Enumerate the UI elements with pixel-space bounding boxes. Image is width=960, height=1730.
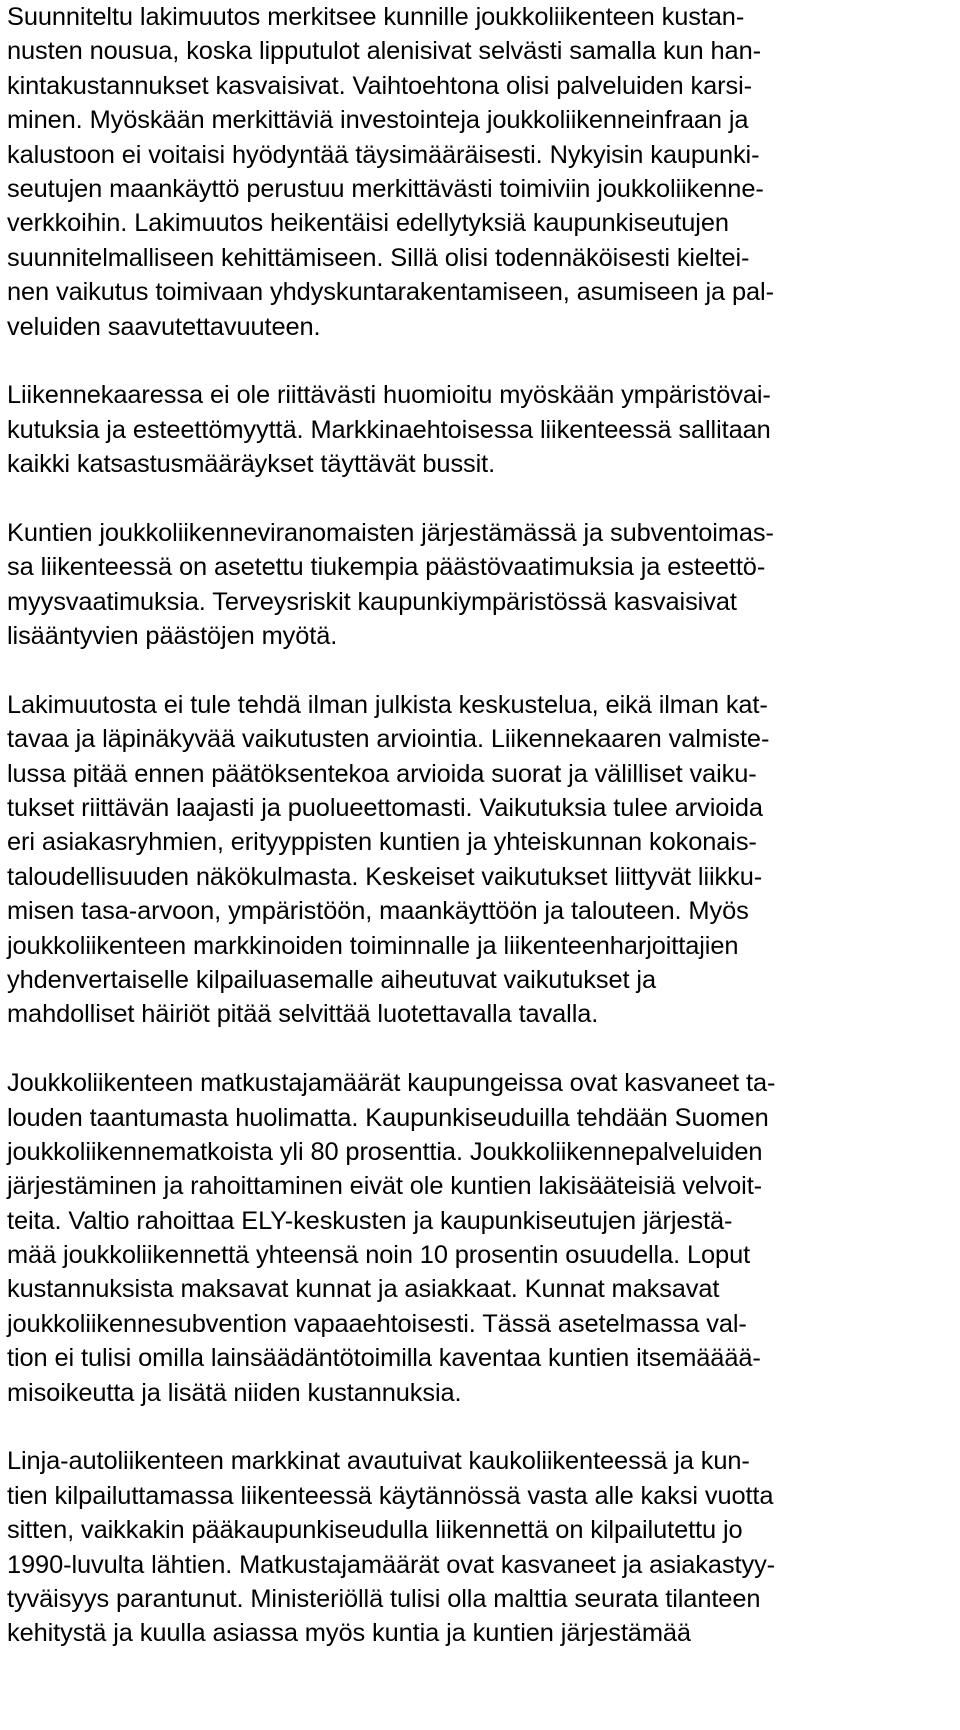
paragraph-bus-market bbox=[7, 1444, 953, 1650]
text-line: joukkoliikennesubvention vapaaehtoisesti. Tässä asetelmassa val- bbox=[7, 1309, 747, 1338]
text-line: tukset riittävän laajasti ja puolueettomasti. Vaikutuksia tulee arvioida bbox=[7, 793, 763, 822]
text-line: lisääntyvien päästöjen myötä. bbox=[7, 622, 338, 651]
text-line: mahdolliset häiriöt pitää selvittää luotettavalla tavalla. bbox=[7, 1000, 599, 1029]
text-line: lussa pitää ennen päätöksentekoa arvioida suorat ja välilliset vaiku- bbox=[7, 759, 757, 788]
text-line: taloudellisuuden näkökulmasta. Keskeiset vaikutukset liittyvät liikku- bbox=[7, 862, 763, 891]
text-line: Linja-autoliikenteen markkinat avautuivat kaukoliikenteessä ja kun- bbox=[7, 1447, 750, 1476]
text-line: minen. Myöskään merkittäviä investointeja joukkoliikenneinfraan ja bbox=[7, 106, 749, 135]
paragraph-cost-impact bbox=[7, 0, 953, 344]
text-line: joukkoliikennematkoista yli 80 prosenttia. Joukkoliikennepalveluiden bbox=[7, 1137, 763, 1166]
text-line: Suunniteltu lakimuutos merkitsee kunnille joukkoliikenteen kustan- bbox=[7, 3, 745, 31]
text-line: yhdenvertaiselle kilpailuasemalle aiheutuvat vaikutukset ja bbox=[7, 965, 656, 994]
text-line: teita. Valtio rahoittaa ELY-keskusten ja kaupunkiseutujen järjestä- bbox=[7, 1206, 733, 1235]
text-line: louden taantumasta huolimatta. Kaupunkiseuduilla tehdään Suomen bbox=[7, 1103, 769, 1132]
text-line: Liikennekaaressa ei ole riittävästi huomioitu myöskään ympäristövai- bbox=[7, 381, 771, 410]
text-line: joukkoliikenteen markkinoiden toiminnalle ja liikenteenharjoittajien bbox=[7, 931, 739, 960]
text-line: kaikki katsastusmääräykset täyttävät bussit. bbox=[7, 450, 496, 479]
paragraph-environment bbox=[7, 378, 953, 481]
text-line: sitten, vaikkakin pääkaupunkiseudulla liikennettä on kilpailutettu jo bbox=[7, 1516, 743, 1545]
text-line: verkkoihin. Lakimuutos heikentäisi edellytyksiä kaupunkiseutujen bbox=[7, 209, 729, 238]
text-line: nen vaikutus toimivaan yhdyskuntarakentamiseen, asumiseen ja pal- bbox=[7, 278, 774, 307]
document-page bbox=[7, 0, 953, 1651]
text-line: kehitystä ja kuulla asiassa myös kuntia ja kuntien järjestämää bbox=[7, 1619, 691, 1648]
text-line: suunnitelmalliseen kehittämiseen. Sillä olisi todennäköisesti kieltei- bbox=[7, 243, 750, 272]
text-line: kutuksia ja esteettömyyttä. Markkinaehtoisessa liikenteessä sallitaan bbox=[7, 415, 771, 444]
text-line: kustannuksista maksavat kunnat ja asiakkaat. Kunnat maksavat bbox=[7, 1275, 720, 1304]
text-line: Joukkoliikenteen matkustajamäärät kaupungeissa ovat kasvaneet ta- bbox=[7, 1069, 776, 1098]
paragraph-spacer bbox=[7, 653, 953, 687]
text-line: seutujen maankäyttö perustuu merkittävästi toimiviin joukkoliikenne- bbox=[7, 174, 764, 203]
paragraph-impact-assessment bbox=[7, 688, 953, 1032]
text-line: mää joukkoliikennettä yhteensä noin 10 prosentin osuudella. Loput bbox=[7, 1241, 751, 1270]
text-line: tyväisyys parantunut. Ministeriöllä tulisi olla malttia seurata tilanteen bbox=[7, 1584, 761, 1613]
paragraph-spacer bbox=[7, 1410, 953, 1444]
text-line: Kuntien joukkoliikenneviranomaisten järjestämässä ja subventoimas- bbox=[7, 518, 774, 547]
text-line: 1990-luvulta lähtien. Matkustajamäärät ovat kasvaneet ja asiakastyy- bbox=[7, 1550, 776, 1579]
text-line: Lakimuutosta ei tule tehdä ilman julkista keskustelua, eikä ilman kat- bbox=[7, 690, 768, 719]
text-line: sa liikenteessä on asetettu tiukempia päästövaatimuksia ja esteettö- bbox=[7, 553, 766, 582]
text-line: tion ei tulisi omilla lainsäädäntötoimilla kaventaa kuntien itsemääää- bbox=[7, 1344, 761, 1373]
text-line: tien kilpailuttamassa liikenteessä käytännössä vasta alle kaksi vuotta bbox=[7, 1481, 774, 1510]
text-line: myysvaatimuksia. Terveysriskit kaupunkiympäristössä kasvaisivat bbox=[7, 587, 737, 616]
paragraph-spacer bbox=[7, 1032, 953, 1066]
paragraph-spacer bbox=[7, 344, 953, 378]
text-line: kintakustannukset kasvaisivat. Vaihtoehtona olisi palveluiden karsi- bbox=[7, 71, 752, 100]
text-line: eri asiakasryhmien, erityyppisten kuntien ja yhteiskunnan kokonais- bbox=[7, 828, 757, 857]
text-line: kalustoon ei voitaisi hyödyntää täysimääräisesti. Nykyisin kaupunki- bbox=[7, 140, 760, 169]
paragraph-emissions bbox=[7, 516, 953, 654]
text-line: tavaa ja läpinäkyvää vaikutusten arviointia. Liikennekaaren valmiste- bbox=[7, 725, 770, 754]
paragraph-ridership-funding bbox=[7, 1066, 953, 1410]
text-line: nusten nousua, koska lipputulot alenisivat selvästi samalla kun han- bbox=[7, 37, 761, 66]
text-line: veluiden saavutettavuuteen. bbox=[7, 312, 321, 341]
text-line: misoikeutta ja lisätä niiden kustannuksia. bbox=[7, 1378, 462, 1407]
text-line: misen tasa-arvoon, ympäristöön, maankäyttöön ja talouteen. Myös bbox=[7, 897, 749, 926]
paragraph-spacer bbox=[7, 481, 953, 515]
text-line: järjestäminen ja rahoittaminen eivät ole kuntien lakisääteisiä velvoit- bbox=[7, 1172, 763, 1201]
